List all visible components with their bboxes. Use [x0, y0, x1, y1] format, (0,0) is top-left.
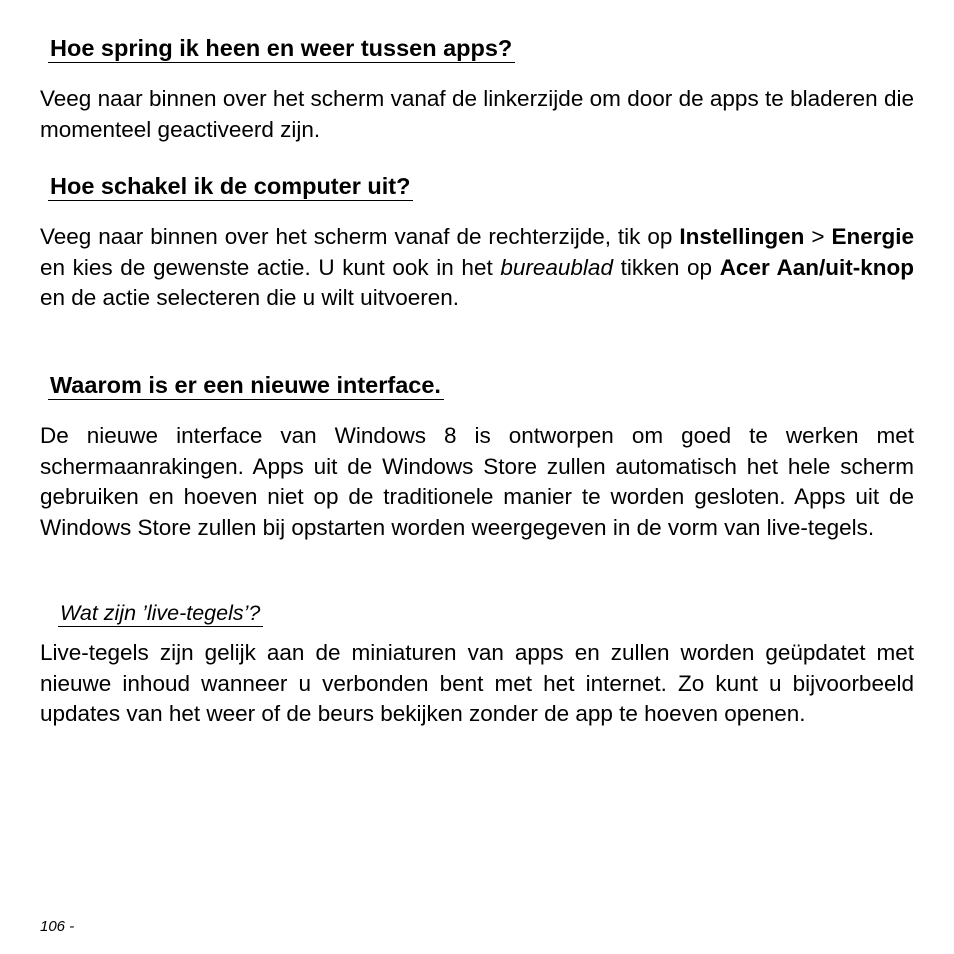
- body-text: >: [804, 224, 832, 249]
- section-body-shutdown: [40, 222, 914, 314]
- section-body-switch-apps: Veeg naar binnen over het scherm vanaf de linkerzijde om door de apps te bladeren die momenteel geactiveerd zijn.: [40, 86, 914, 142]
- section-heading-switch-apps: Hoe spring ik heen en weer tussen apps?: [48, 34, 515, 63]
- body-text: Veeg naar binnen over het scherm vanaf de rechterzijde, tik op: [40, 224, 680, 249]
- ui-term-power-button: Acer Aan/uit-knop: [719, 254, 915, 280]
- section-body-live-tiles: Live-tegels zijn gelijk aan de miniaturen van apps en zullen worden geüpdatet met nieuwe inhoud wanneer u verbonden bent met het internet. Zo kunt u bijvoorbeeld updates van het weer of de beurs bekijken zonder de app te hoeven openen.: [40, 640, 914, 726]
- page-number: 106 -: [40, 918, 75, 935]
- term-desktop: bureaublad: [500, 254, 613, 280]
- section-body-new-interface: De nieuwe interface van Windows 8 is ontworpen om goed te werken met schermaanrakingen. Apps uit de Windows Store zullen automatisch het hele scherm gebruiken en hoeven niet op de traditionele manier te worden gesloten. Apps uit de Windows Store zullen bij opstarten worden weergegeven in de vorm van live-tegels.: [40, 423, 914, 540]
- body-text: en kies de gewenste actie. U kunt ook in het: [40, 254, 501, 280]
- ui-term-power: Energie: [831, 224, 914, 249]
- section-heading-shutdown: Hoe schakel ik de computer uit?: [48, 172, 413, 201]
- section-subheading-live-tiles: Wat zijn ’live-tegels’?: [58, 600, 263, 627]
- body-text: en de actie selecteren die u wilt uitvoeren.: [40, 285, 459, 310]
- body-text: tikken op: [612, 254, 720, 280]
- section-heading-new-interface: Waarom is er een nieuwe interface.: [48, 371, 444, 400]
- ui-term-settings: Instellingen: [679, 224, 805, 249]
